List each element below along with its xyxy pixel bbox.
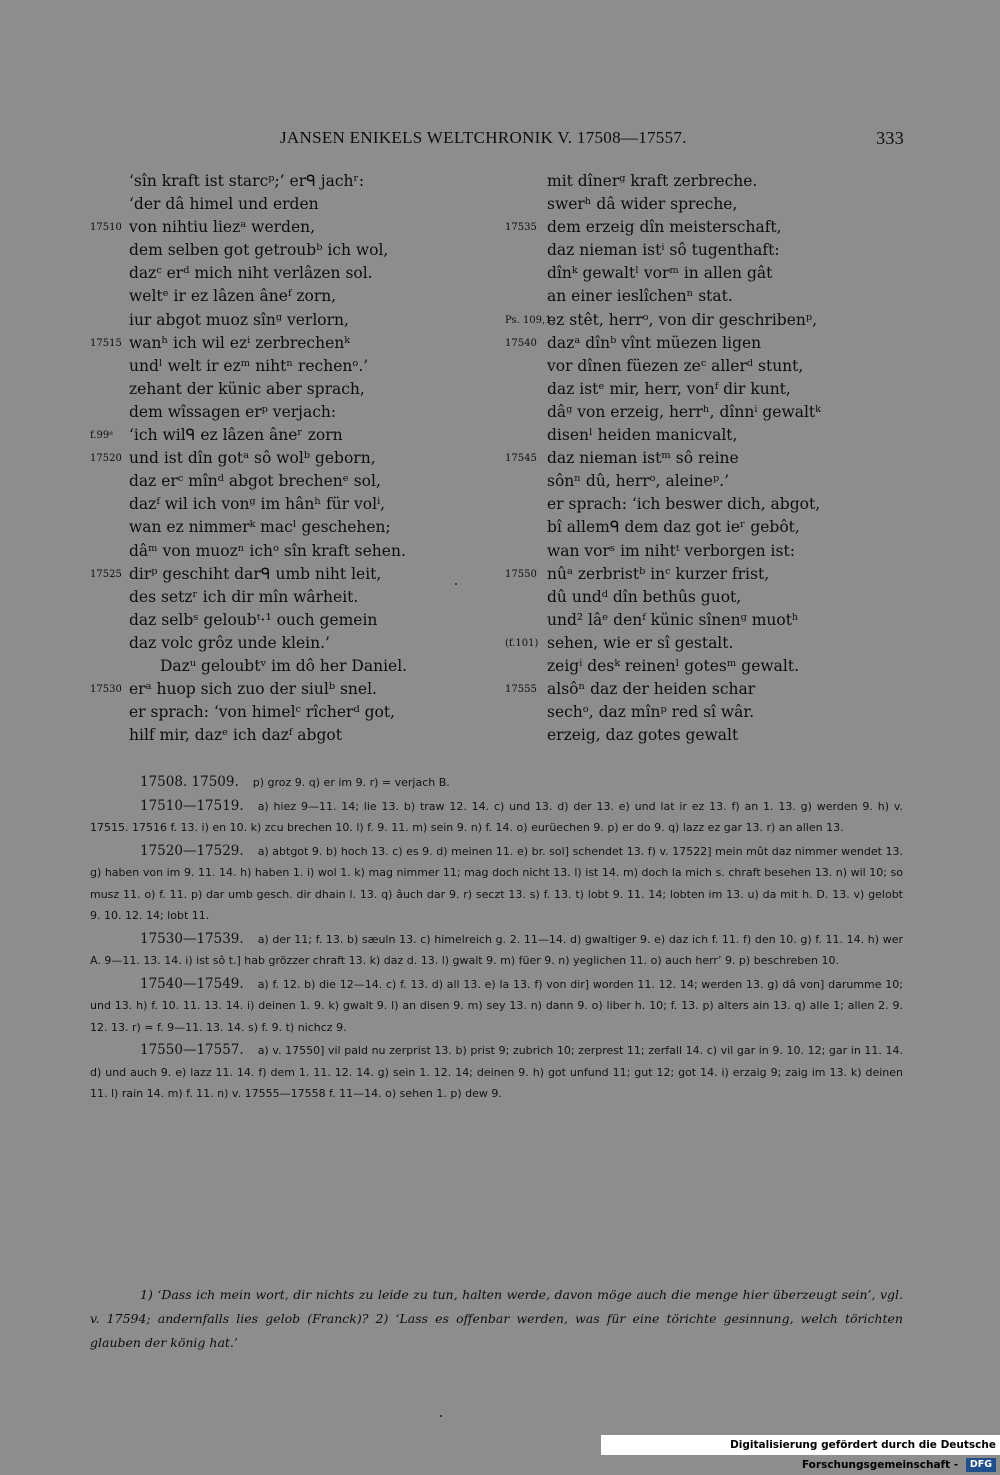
- verse-line: [505, 540, 905, 563]
- verse-line: [505, 516, 905, 539]
- verse-line: [90, 170, 490, 193]
- verse-text: ‘ich wilᑫ ez lâzen âneʳ zorn: [129, 426, 343, 445]
- verse-line: [90, 309, 490, 332]
- verse-text: undˡ welt ir ezᵐ nihtⁿ rechenᵒ.’: [129, 356, 369, 375]
- verse-text: daz nieman istᵐ sô reine: [547, 449, 739, 468]
- apparatus-text: a) abtgot 9. b) hoch 13. c) es 9. d) meinen 11. e) br. sol] schendet 13. f) v. 17522] mein mût daz nimmer wendet 13. g) haben von im 9. 11. 14. h) haben 1. i) wol 1. k) mag nimmer 11; mag doch nicht 13. l) ist 14. m) doch la mich s. chraft besehen 13. n) wil 10; so musz 11. o) f. 11. p) dar umb gesch. dir dhain l. 13. q) âuch dar 9. r) seczt 13. s) f. 13. t) lobt 9. 11. 14; lobten im 13. u) da mit h. D. 13. v) gelobt 9. 10. 12. 14; lobt 11.: [90, 844, 903, 922]
- verse-text: an einer ieslîchenⁿ stat.: [547, 287, 733, 306]
- apparatus-range: 17530—17539.: [140, 930, 244, 947]
- verse-line: [505, 262, 905, 285]
- scan-speck: [455, 583, 457, 585]
- dfg-funding-bar: [601, 1435, 1000, 1471]
- verse-line: [90, 540, 490, 563]
- verse-line: [505, 655, 905, 678]
- verse-text: des setzʳ ich dir mîn wârheit.: [129, 587, 359, 606]
- verse-text: bî allemᑫ dem daz got ieʳ gebôt,: [547, 518, 800, 537]
- apparatus-entry: [90, 929, 903, 972]
- verse-line: [505, 701, 905, 724]
- verse-line: [90, 378, 490, 401]
- verse-line: [505, 285, 905, 308]
- verse-line: [505, 239, 905, 262]
- verse-text: disenˡ heiden manicvalt,: [547, 426, 738, 445]
- verse-text: sehen, wie er sî gestalt.: [547, 633, 734, 652]
- scan-speck: [440, 1415, 442, 1417]
- apparatus-text: a) v. 17550] vil pald nu zerprist 13. b) prist 9; zubrich 10; zerprest 11; zerfall 14. c) vil gar in 9. 10. 12; gar in 11. 14. d) und auch 9. e) lazz 11. 14. f) dem 1. 11. 12. 14. g) sein 1. 12. 14; deinen 9. h) got unfund 11; gut 12; got 14. i) erzaig 9; zaig im 13. k) deinen 11. l) rain 14. m) f. 11. n) v. 17555—17558 f. 11—14. o) sehen 1. p) dew 9.: [90, 1044, 903, 1100]
- line-number: 17555: [505, 684, 537, 696]
- apparatus-entry: [90, 796, 903, 839]
- footnotes: [90, 1283, 903, 1355]
- verse-line: [505, 609, 905, 632]
- verse-line: [90, 493, 490, 516]
- verse-line: [90, 355, 490, 378]
- verse-line: [90, 262, 490, 285]
- verse-text: dem selben got getroubᵇ ich wol,: [129, 241, 389, 260]
- verse-line: [90, 470, 490, 493]
- verse-text: wan vorˢ im nihtᵗ verborgen ist:: [547, 541, 795, 560]
- verse-text: er sprach: ‘von himelᶜ rîcherᵈ got,: [129, 703, 395, 722]
- line-number: 17525: [90, 568, 122, 580]
- verse-line: [90, 632, 490, 655]
- verse-text: dem wîssagen erᵖ verjach:: [129, 402, 337, 421]
- verse-line: [505, 193, 905, 216]
- verse-text: mit dînerᵍ kraft zerbreche.: [547, 172, 758, 190]
- verse-line: [505, 586, 905, 609]
- verse-line: [90, 447, 490, 470]
- verse-line: [505, 401, 905, 424]
- running-header: [90, 128, 904, 152]
- verse-text: dazᶜ erᵈ mich niht verlâzen sol.: [129, 264, 373, 283]
- verse-text: ‘sîn kraft ist starcᵖ;’ erᑫ jachʳ:: [129, 172, 365, 190]
- verse-line: [90, 609, 490, 632]
- verse-text: dazᶠ wil ich vonᵍ im hânʰ für volⁱ,: [129, 495, 386, 514]
- verse-text: daz istᵉ mir, herr, vonᶠ dir kunt,: [547, 379, 791, 398]
- verse-text: daz erᶜ mînᵈ abgot brechenᵉ sol,: [129, 472, 381, 491]
- verse-text: dû undᵈ dîn bethûs guot,: [547, 587, 742, 606]
- verse-text: von nihtiu liezᵃ werden,: [129, 218, 316, 237]
- verse-text: sônⁿ dû, herrᵒ, aleineᵖ.’: [547, 472, 729, 491]
- line-number: Ps. 109,1.: [505, 314, 555, 326]
- verse-text: und² lâᵉ denᶠ künic sînenᵍ muotʰ: [547, 610, 799, 629]
- verse-line: [90, 586, 490, 609]
- apparatus-entry: [90, 772, 903, 794]
- apparatus-range: 17520—17529.: [140, 842, 244, 859]
- apparatus-text: a) der 11; f. 13. b) sæuln 13. c) himelreich g. 2. 11—14. d) gwaltiger 9. e) daz ich f. 11. f) den 10. g) f. 11. 14. h) wer A. 9—11. 13. 14. i) ist sô t.] hab grözzer chraft 13. k) daz d. 13. l) gwalt 9. m) füer 9. n) yeglichen 11. o) auch herr’ 9. p) beschreben 10.: [90, 932, 903, 967]
- verse-text: vor dînen füezen zeᶜ allerᵈ stunt,: [547, 356, 804, 375]
- apparatus-range: 17540—17549.: [140, 975, 244, 992]
- verse-line: [90, 332, 490, 355]
- apparatus-entry: [90, 974, 903, 1039]
- verse-line: [90, 563, 490, 586]
- footnote: 1) ‘Dass ich mein wort, dir nichts zu leide zu tun, halten werde, davon möge auch die menge hier überzeugt sein’, vgl. v. 17594; andernfalls lies gelob (Franck)? 2) ‘Lass es offenbar werden, was für eine törichte gesinnung, welch törichten glauben der könig hat.’: [90, 1287, 903, 1350]
- verse-text: daz selbˢ geloubᵗ·¹ ouch gemein: [129, 610, 378, 629]
- apparatus-text: a) hiez 9—11. 14; lie 13. b) traw 12. 14. c) und 13. d) der 13. e) und lat ir ez 13. f) an 1. 13. g) werden 9. h) v. 17515. 17516 f. 13. i) en 10. k) zcu brechen 10. l) f. 9. 11. m) sein 9. n) f. 14. o) eurüechen 9. p) er do 9. q) lazz ez gar 13. r) an allen 13.: [90, 799, 903, 834]
- line-number: (f.101): [505, 637, 539, 649]
- verse-text: dînᵏ gewaltˡ vorᵐ in allen gât: [547, 264, 773, 283]
- verse-line: [505, 216, 905, 239]
- verse-text: erzeig, daz gotes gewalt: [547, 726, 739, 745]
- verse-line: [505, 724, 905, 747]
- line-number: 17540: [505, 337, 537, 349]
- verse-text: zehant der künic aber sprach,: [129, 379, 365, 398]
- verse-text: erᵃ huop sich zuo der siulᵇ snel.: [129, 680, 377, 699]
- verse-text: dazᵃ dînᵇ vînt müezen ligen: [547, 333, 762, 352]
- critical-apparatus: [90, 772, 903, 1107]
- verse-line: [505, 309, 905, 332]
- line-number: 17545: [505, 453, 537, 465]
- verse-text: wanʰ ich wil ezⁱ zerbrechenᵏ: [129, 333, 350, 352]
- verse-text: Dazᵘ geloubtᵛ im dô her Daniel.: [160, 656, 408, 675]
- apparatus-range: 17550—17557.: [140, 1042, 244, 1058]
- verse-line: [505, 632, 905, 655]
- verse-line: [90, 424, 490, 447]
- verse-text: wan ez nimmerᵏ macˡ geschehen;: [129, 518, 391, 537]
- verse-text: iur abgot muoz sînᵍ verlorn,: [129, 310, 349, 329]
- apparatus-range: 17510—17519.: [140, 797, 244, 814]
- verse-line: [90, 239, 490, 262]
- dfg-logo: DFG: [966, 1458, 996, 1472]
- dfg-funding-text: Digitalisierung gefördert durch die Deutsche Forschungsgemeinschaft -: [730, 1439, 996, 1471]
- verse-line: [90, 516, 490, 539]
- verse-text: sechᵒ, daz mînᵖ red sî wâr.: [547, 703, 755, 722]
- verse-line: [505, 678, 905, 701]
- line-number: 17535: [505, 222, 537, 234]
- verse-line: [505, 470, 905, 493]
- line-number: 17510: [90, 222, 122, 234]
- verse-text: dâᵐ von muozⁿ ichᵒ sîn kraft sehen.: [129, 541, 406, 560]
- verse-text: zeigⁱ desᵏ reinenˡ gotesᵐ gewalt.: [547, 656, 800, 675]
- verse-text: daz volc grôz unde klein.’: [129, 633, 330, 652]
- verse-line: [505, 563, 905, 586]
- verse-text: dirᵖ geschiht darᑫ umb niht leit,: [129, 564, 382, 583]
- verse-line: [90, 678, 490, 701]
- verse-line: [505, 447, 905, 470]
- verse-text: er sprach: ‘ich beswer dich, abgot,: [547, 495, 821, 514]
- verse-text: weltᵉ ir ez lâzen âneᶠ zorn,: [129, 287, 337, 306]
- verse-text: nûᵃ zerbristᵇ inᶜ kurzer frist,: [547, 564, 770, 583]
- verse-line: [505, 493, 905, 516]
- page-number: 333: [876, 128, 904, 148]
- line-number: 17515: [90, 337, 122, 349]
- verse-line: [505, 378, 905, 401]
- verse-text: dâᵍ von erzeig, herrʰ, dînnⁱ gewaltᵏ: [547, 402, 821, 421]
- verse-line: [90, 193, 490, 216]
- verse-text: ‘der dâ himel und erden: [129, 195, 319, 214]
- verse-column-right: [505, 170, 905, 747]
- line-number: 17550: [505, 568, 537, 580]
- verse-text: dem erzeig dîn meisterschaft,: [547, 218, 782, 237]
- line-number: f.99ᵃ: [90, 430, 114, 442]
- verse-text: daz nieman istⁱ sô tugenthaft:: [547, 241, 780, 260]
- line-number: 17530: [90, 684, 122, 696]
- apparatus-entry: [90, 1040, 903, 1105]
- verse-line: [505, 424, 905, 447]
- page-header-title: JANSEN ENIKELS WELTCHRONIK V. 17508—17557.: [280, 128, 687, 147]
- verse-line: [90, 401, 490, 424]
- verse-line: [90, 655, 490, 678]
- verse-text: alsôⁿ daz der heiden schar: [547, 680, 756, 699]
- verse-column-left: [90, 170, 490, 747]
- verse-text: ez stêt, herrᵒ, von dir geschribenᵖ,: [547, 310, 818, 329]
- apparatus-range: 17508. 17509.: [140, 774, 239, 790]
- verse-line: [505, 170, 905, 193]
- verse-text: und ist dîn gotᵃ sô wolᵇ geborn,: [129, 449, 376, 468]
- verse-line: [90, 701, 490, 724]
- verse-text: swerʰ dâ wider spreche,: [547, 195, 738, 214]
- verse-line: [90, 285, 490, 308]
- apparatus-text: a) f. 12. b) die 12—14. c) f. 13. d) all 13. e) la 13. f) von dir] worden 11. 12. 14; werden 13. g) dâ von] darumme 10; und 13. h) f. 10. 11. 13. 14. i) deinen 1. 9. k) gwalt 9. l) an disen 9. m) sey 13. n) dann 9. o) liber h. 10; f. 13. p) alters ain 13. q) alle 1; allen 2. 9. 12. 13. r) = f. 9—11. 13. 14. s) f. 9. t) nichcz 9.: [90, 977, 903, 1034]
- verse-line: [505, 355, 905, 378]
- apparatus-entry: [90, 841, 903, 927]
- apparatus-text: p) groz 9. q) er im 9. r) = verjach B.: [252, 776, 450, 789]
- verse-text: hilf mir, dazᵉ ich dazᶠ abgot: [129, 726, 342, 745]
- verse-line: [90, 724, 490, 747]
- verse-line: [505, 332, 905, 355]
- line-number: 17520: [90, 453, 122, 465]
- verse-line: [90, 216, 490, 239]
